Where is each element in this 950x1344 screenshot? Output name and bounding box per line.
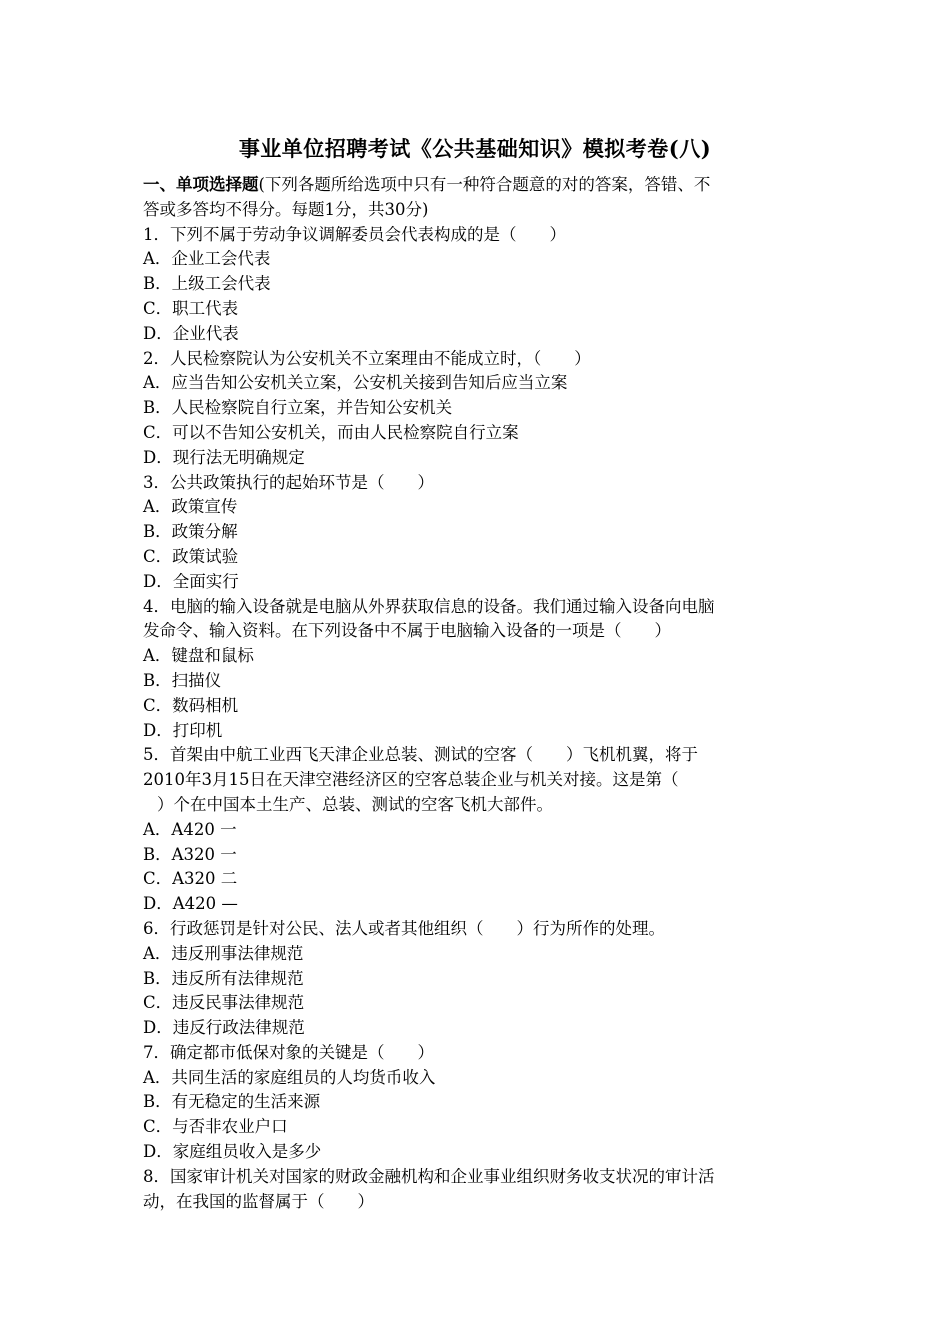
- q5-option-b: B．A320 一: [143, 844, 237, 864]
- q4-option-c: C．数码相机: [143, 695, 239, 715]
- q6-option-c: C．违反民事法律规范: [143, 993, 305, 1013]
- section-heading: 一、单项选择题: [143, 175, 259, 194]
- q3-option-a: A．政策宣传: [143, 497, 238, 517]
- q7-option-c: C．与否非农业户口: [143, 1117, 288, 1137]
- q4-option-b: B．扫描仪: [143, 670, 222, 690]
- question-8-line-2: 动，在我国的监督属于（ ）: [143, 1191, 374, 1211]
- q7-option-a: A．共同生活的家庭组员的人均货币收入: [143, 1067, 436, 1087]
- q1-option-b: B．上级工会代表: [143, 274, 271, 294]
- section-heading-line: [143, 173, 811, 198]
- q3-option-c: C．政策试验: [143, 546, 239, 566]
- q7-option-b: B．有无稳定的生活来源: [143, 1092, 321, 1112]
- q1-option-a: A．企业工会代表: [143, 249, 271, 269]
- section-instructions-2: 答或多答均不得分。每题1分，共30分): [143, 199, 429, 219]
- q4-option-a: A．键盘和鼠标: [143, 646, 254, 666]
- q1-option-c: C．职工代表: [143, 298, 239, 318]
- question-7: 7．确定都市低保对象的关键是（ ）: [143, 1042, 434, 1062]
- q7-option-d: D．家庭组员收入是多少: [143, 1142, 322, 1162]
- q5-option-d: D．A420 —: [143, 894, 238, 914]
- document-body: [143, 173, 811, 1214]
- question-4-line-2: 发命令、输入资料。在下列设备中不属于电脑输入设备的一项是（ ）: [143, 621, 671, 641]
- q2-option-d: D．现行法无明确规定: [143, 447, 305, 467]
- q3-option-b: B．政策分解: [143, 522, 238, 542]
- question-2: 2．人民检察院认为公安机关不立案理由不能成立时，（ ）: [143, 348, 591, 368]
- question-5-line-1: 5．首架由中航工业西飞天津企业总装、测试的空客（ ）飞机机翼，将于: [143, 745, 698, 765]
- q5-option-a: A．A420 一: [143, 819, 237, 839]
- question-6: 6．行政惩罚是针对公民、法人或者其他组织（ ）行为所作的处理。: [143, 918, 665, 938]
- q1-option-d: D．企业代表: [143, 323, 239, 343]
- question-4-line-1: 4．电脑的输入设备就是电脑从外界获取信息的设备。我们通过输入设备向电脑: [143, 596, 715, 616]
- q2-option-a: A．应当告知公安机关立案，公安机关接到告知后应当立案: [143, 373, 568, 393]
- section-instructions-1: (下列各题所给选项中只有一种符合题意的对的答案，答错、不: [258, 175, 711, 194]
- question-5-line-3: ）个在中国本土生产、总装、测试的空客飞机大部件。: [157, 794, 553, 814]
- q2-option-c: C．可以不告知公安机关，而由人民检察院自行立案: [143, 422, 519, 442]
- document-title: 事业单位招聘考试《公共基础知识》模拟考卷(八): [238, 136, 712, 161]
- q6-option-a: A．违反刑事法律规范: [143, 943, 304, 963]
- question-5-line-2: 2010年3月15日在天津空港经济区的空客总装企业与机关对接。这是第（: [143, 770, 679, 790]
- q2-option-b: B．人民检察院自行立案，并告知公安机关: [143, 398, 453, 418]
- q3-option-d: D．全面实行: [143, 571, 239, 591]
- question-3: 3．公共政策执行的起始环节是（ ）: [143, 472, 434, 492]
- q5-option-c: C．A320 二: [143, 869, 238, 889]
- question-1: 1．下列不属于劳动争议调解委员会代表构成的是（ ）: [143, 224, 566, 244]
- q6-option-d: D．违反行政法律规范: [143, 1018, 305, 1038]
- q4-option-d: D．打印机: [143, 720, 223, 740]
- question-8-line-1: 8．国家审计机关对国家的财政金融机构和企业事业组织财务收支状况的审计活: [143, 1166, 715, 1186]
- q6-option-b: B．违反所有法律规范: [143, 968, 304, 988]
